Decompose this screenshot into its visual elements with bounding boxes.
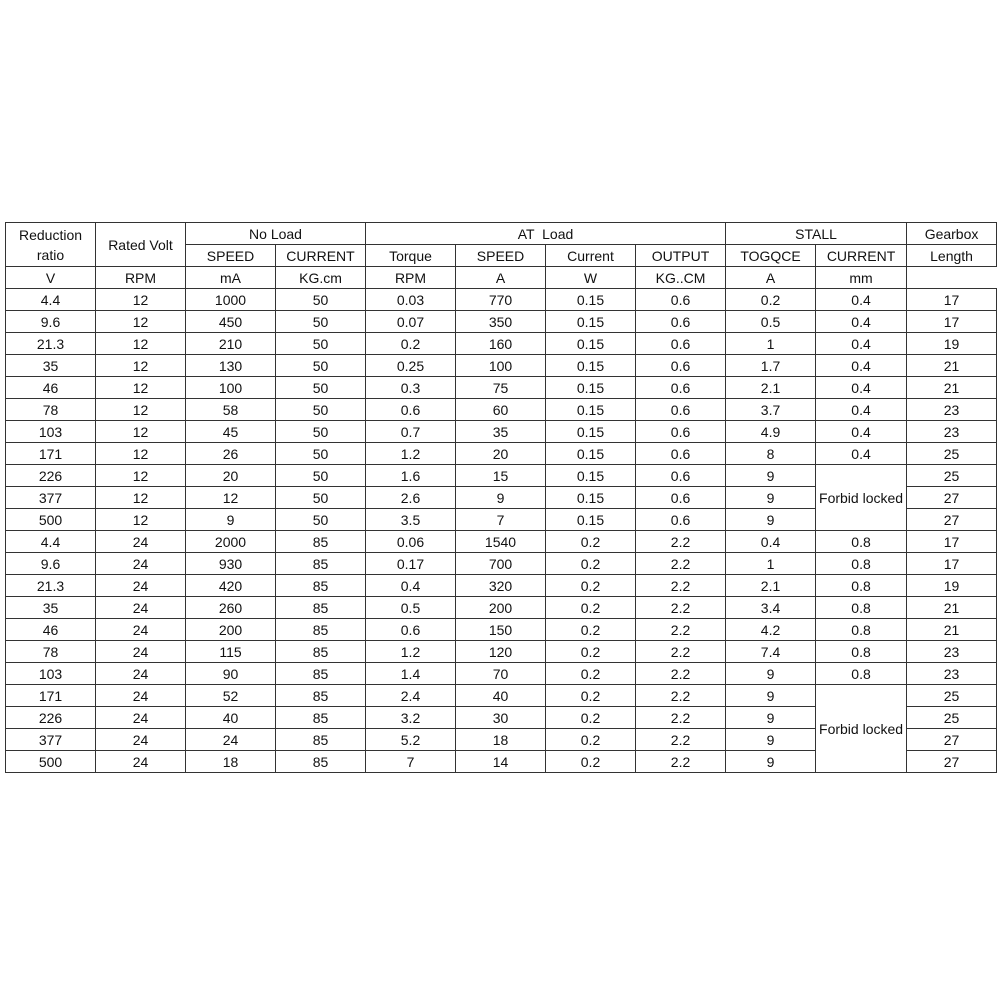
- cell-no-load-current: 85: [276, 531, 366, 553]
- cell-no-load-current: 85: [276, 619, 366, 641]
- cell-stall-torque: 9: [726, 465, 816, 487]
- table-row: [6, 443, 997, 465]
- cell-stall-torque: 2.1: [726, 575, 816, 597]
- cell-at-load-torque: 2.6: [366, 487, 456, 509]
- header-gearbox-length: Length: [907, 245, 997, 267]
- cell-stall-torque: 2.1: [726, 377, 816, 399]
- cell-stall-torque: 7.4: [726, 641, 816, 663]
- cell-at-load-output: 2.2: [636, 641, 726, 663]
- cell-gearbox-length: 25: [907, 465, 997, 487]
- unit-stall-torque: KG..CM: [636, 267, 726, 289]
- cell-reduction-ratio: 500: [6, 509, 96, 531]
- cell-at-load-output: 0.6: [636, 421, 726, 443]
- cell-gearbox-length: 25: [907, 685, 997, 707]
- unit-no-load-speed: RPM: [96, 267, 186, 289]
- cell-stall-current: 0.4: [816, 399, 907, 421]
- header-rated-volt: Rated Volt: [96, 223, 186, 267]
- cell-at-load-speed: 120: [456, 641, 546, 663]
- cell-no-load-current: 85: [276, 751, 366, 773]
- cell-at-load-speed: 75: [456, 377, 546, 399]
- table-header: [6, 223, 997, 289]
- cell-at-load-speed: 60: [456, 399, 546, 421]
- cell-at-load-output: 0.6: [636, 355, 726, 377]
- cell-at-load-torque: 0.17: [366, 553, 456, 575]
- cell-stall-torque: 9: [726, 729, 816, 751]
- cell-reduction-ratio: 4.4: [6, 289, 96, 311]
- cell-at-load-current: 0.15: [546, 311, 636, 333]
- cell-at-load-speed: 160: [456, 333, 546, 355]
- forbid-locked-cell: Forbid locked: [816, 685, 907, 773]
- unit-at-load-torque: KG.cm: [276, 267, 366, 289]
- table-row: [6, 619, 997, 641]
- unit-at-load-output: W: [546, 267, 636, 289]
- cell-stall-current: 0.8: [816, 663, 907, 685]
- cell-gearbox-length: 21: [907, 377, 997, 399]
- cell-at-load-speed: 9: [456, 487, 546, 509]
- header-at-load: AT Load: [366, 223, 726, 245]
- cell-at-load-current: 0.2: [546, 575, 636, 597]
- cell-rated-volt: 24: [96, 729, 186, 751]
- cell-stall-torque: 3.4: [726, 597, 816, 619]
- forbid-locked-cell: Forbid locked: [816, 465, 907, 531]
- cell-rated-volt: 24: [96, 575, 186, 597]
- cell-reduction-ratio: 171: [6, 685, 96, 707]
- cell-no-load-current: 50: [276, 421, 366, 443]
- cell-at-load-torque: 1.2: [366, 443, 456, 465]
- cell-at-load-torque: 5.2: [366, 729, 456, 751]
- cell-at-load-torque: 0.25: [366, 355, 456, 377]
- table-row: [6, 421, 997, 443]
- unit-at-load-current: A: [456, 267, 546, 289]
- cell-stall-torque: 0.4: [726, 531, 816, 553]
- cell-at-load-torque: 0.07: [366, 311, 456, 333]
- table-row: [6, 465, 997, 487]
- cell-rated-volt: 12: [96, 443, 186, 465]
- cell-at-load-current: 0.15: [546, 509, 636, 531]
- cell-at-load-current: 0.15: [546, 333, 636, 355]
- cell-at-load-output: 2.2: [636, 531, 726, 553]
- cell-at-load-current: 0.15: [546, 443, 636, 465]
- header-no-load-speed: SPEED: [186, 245, 276, 267]
- cell-at-load-speed: 18: [456, 729, 546, 751]
- cell-no-load-speed: 58: [186, 399, 276, 421]
- cell-at-load-current: 0.2: [546, 641, 636, 663]
- cell-at-load-current: 0.2: [546, 729, 636, 751]
- cell-at-load-output: 2.2: [636, 729, 726, 751]
- cell-reduction-ratio: 21.3: [6, 333, 96, 355]
- cell-at-load-speed: 100: [456, 355, 546, 377]
- cell-stall-torque: 1: [726, 333, 816, 355]
- cell-stall-torque: 8: [726, 443, 816, 465]
- cell-at-load-speed: 1540: [456, 531, 546, 553]
- cell-rated-volt: 24: [96, 531, 186, 553]
- cell-at-load-current: 0.15: [546, 355, 636, 377]
- cell-at-load-torque: 0.5: [366, 597, 456, 619]
- cell-no-load-current: 50: [276, 509, 366, 531]
- cell-at-load-torque: 0.3: [366, 377, 456, 399]
- header-at-load-output: OUTPUT: [636, 245, 726, 267]
- cell-reduction-ratio: 78: [6, 641, 96, 663]
- cell-at-load-output: 2.2: [636, 685, 726, 707]
- cell-at-load-torque: 0.2: [366, 333, 456, 355]
- unit-stall-current: A: [726, 267, 816, 289]
- cell-at-load-output: 2.2: [636, 553, 726, 575]
- table-row: [6, 663, 997, 685]
- header-no-load-current: CURRENT: [276, 245, 366, 267]
- cell-no-load-current: 85: [276, 641, 366, 663]
- cell-at-load-current: 0.15: [546, 421, 636, 443]
- cell-reduction-ratio: 103: [6, 421, 96, 443]
- cell-rated-volt: 12: [96, 487, 186, 509]
- cell-at-load-current: 0.2: [546, 597, 636, 619]
- header-at-load-current: Current: [546, 245, 636, 267]
- cell-at-load-current: 0.2: [546, 619, 636, 641]
- cell-rated-volt: 12: [96, 289, 186, 311]
- cell-rated-volt: 12: [96, 399, 186, 421]
- cell-no-load-speed: 1000: [186, 289, 276, 311]
- cell-gearbox-length: 25: [907, 707, 997, 729]
- cell-rated-volt: 24: [96, 597, 186, 619]
- cell-at-load-current: 0.15: [546, 377, 636, 399]
- cell-gearbox-length: 19: [907, 575, 997, 597]
- header-reduction-ratio: Reduction ratio: [6, 223, 96, 267]
- cell-at-load-speed: 30: [456, 707, 546, 729]
- cell-gearbox-length: 23: [907, 399, 997, 421]
- cell-stall-current: 0.8: [816, 531, 907, 553]
- cell-rated-volt: 12: [96, 421, 186, 443]
- cell-stall-current: 0.8: [816, 597, 907, 619]
- cell-no-load-speed: 18: [186, 751, 276, 773]
- cell-at-load-output: 0.6: [636, 333, 726, 355]
- cell-at-load-current: 0.2: [546, 663, 636, 685]
- cell-at-load-speed: 320: [456, 575, 546, 597]
- table-row: [6, 575, 997, 597]
- cell-stall-torque: 0.2: [726, 289, 816, 311]
- cell-stall-current: 0.4: [816, 333, 907, 355]
- cell-no-load-current: 85: [276, 707, 366, 729]
- cell-at-load-output: 0.6: [636, 377, 726, 399]
- cell-reduction-ratio: 78: [6, 399, 96, 421]
- cell-at-load-speed: 70: [456, 663, 546, 685]
- cell-stall-torque: 0.5: [726, 311, 816, 333]
- cell-no-load-current: 50: [276, 487, 366, 509]
- cell-rated-volt: 24: [96, 751, 186, 773]
- cell-stall-current: 0.4: [816, 289, 907, 311]
- cell-rated-volt: 24: [96, 707, 186, 729]
- cell-no-load-current: 85: [276, 663, 366, 685]
- cell-no-load-current: 85: [276, 597, 366, 619]
- cell-at-load-speed: 35: [456, 421, 546, 443]
- cell-gearbox-length: 17: [907, 531, 997, 553]
- cell-at-load-current: 0.2: [546, 685, 636, 707]
- cell-at-load-current: 0.15: [546, 399, 636, 421]
- cell-no-load-speed: 115: [186, 641, 276, 663]
- cell-gearbox-length: 21: [907, 619, 997, 641]
- cell-rated-volt: 24: [96, 663, 186, 685]
- cell-stall-torque: 9: [726, 685, 816, 707]
- cell-gearbox-length: 19: [907, 333, 997, 355]
- cell-stall-current: 0.4: [816, 421, 907, 443]
- cell-no-load-current: 85: [276, 553, 366, 575]
- cell-at-load-output: 2.2: [636, 751, 726, 773]
- cell-reduction-ratio: 35: [6, 597, 96, 619]
- cell-reduction-ratio: 4.4: [6, 531, 96, 553]
- cell-reduction-ratio: 21.3: [6, 575, 96, 597]
- cell-rated-volt: 12: [96, 311, 186, 333]
- cell-at-load-current: 0.2: [546, 531, 636, 553]
- cell-no-load-speed: 450: [186, 311, 276, 333]
- cell-no-load-current: 85: [276, 729, 366, 751]
- cell-gearbox-length: 23: [907, 641, 997, 663]
- cell-at-load-output: 2.2: [636, 707, 726, 729]
- cell-stall-current: 0.8: [816, 575, 907, 597]
- table-row: [6, 377, 997, 399]
- cell-gearbox-length: 27: [907, 487, 997, 509]
- cell-stall-current: 0.8: [816, 553, 907, 575]
- cell-at-load-output: 2.2: [636, 575, 726, 597]
- cell-gearbox-length: 23: [907, 421, 997, 443]
- cell-stall-current: 0.4: [816, 355, 907, 377]
- cell-no-load-speed: 130: [186, 355, 276, 377]
- cell-at-load-speed: 7: [456, 509, 546, 531]
- cell-stall-torque: 9: [726, 751, 816, 773]
- cell-gearbox-length: 21: [907, 597, 997, 619]
- cell-at-load-output: 2.2: [636, 663, 726, 685]
- cell-stall-torque: 9: [726, 707, 816, 729]
- cell-no-load-speed: 24: [186, 729, 276, 751]
- header-row-groups: [6, 223, 997, 245]
- header-stall-torque: TOGQCE: [726, 245, 816, 267]
- cell-reduction-ratio: 377: [6, 487, 96, 509]
- cell-no-load-speed: 12: [186, 487, 276, 509]
- cell-no-load-current: 50: [276, 311, 366, 333]
- cell-at-load-speed: 40: [456, 685, 546, 707]
- cell-at-load-current: 0.2: [546, 707, 636, 729]
- cell-at-load-output: 0.6: [636, 311, 726, 333]
- cell-reduction-ratio: 9.6: [6, 553, 96, 575]
- cell-reduction-ratio: 9.6: [6, 311, 96, 333]
- cell-no-load-speed: 930: [186, 553, 276, 575]
- cell-reduction-ratio: 377: [6, 729, 96, 751]
- cell-rated-volt: 12: [96, 509, 186, 531]
- cell-at-load-current: 0.2: [546, 553, 636, 575]
- cell-at-load-output: 0.6: [636, 399, 726, 421]
- cell-at-load-output: 2.2: [636, 597, 726, 619]
- cell-gearbox-length: 17: [907, 311, 997, 333]
- cell-no-load-current: 50: [276, 443, 366, 465]
- cell-at-load-torque: 1.4: [366, 663, 456, 685]
- cell-stall-current: 0.4: [816, 311, 907, 333]
- cell-at-load-output: 0.6: [636, 465, 726, 487]
- cell-no-load-current: 50: [276, 465, 366, 487]
- cell-stall-torque: 4.9: [726, 421, 816, 443]
- table-row: [6, 641, 997, 663]
- cell-no-load-speed: 20: [186, 465, 276, 487]
- cell-reduction-ratio: 46: [6, 377, 96, 399]
- table-body: [6, 289, 997, 773]
- unit-gearbox-length: mm: [816, 267, 907, 289]
- cell-no-load-current: 50: [276, 377, 366, 399]
- cell-rated-volt: 12: [96, 465, 186, 487]
- cell-no-load-speed: 210: [186, 333, 276, 355]
- cell-stall-torque: 9: [726, 509, 816, 531]
- cell-at-load-current: 0.15: [546, 487, 636, 509]
- cell-at-load-torque: 0.4: [366, 575, 456, 597]
- cell-stall-torque: 4.2: [726, 619, 816, 641]
- cell-at-load-output: 0.6: [636, 509, 726, 531]
- cell-no-load-speed: 9: [186, 509, 276, 531]
- table-row: [6, 597, 997, 619]
- cell-reduction-ratio: 46: [6, 619, 96, 641]
- table-row: [6, 355, 997, 377]
- unit-no-load-current: mA: [186, 267, 276, 289]
- cell-at-load-current: 0.2: [546, 751, 636, 773]
- cell-reduction-ratio: 226: [6, 707, 96, 729]
- cell-at-load-torque: 1.2: [366, 641, 456, 663]
- cell-no-load-speed: 26: [186, 443, 276, 465]
- cell-gearbox-length: 23: [907, 663, 997, 685]
- cell-at-load-speed: 350: [456, 311, 546, 333]
- cell-no-load-speed: 420: [186, 575, 276, 597]
- cell-at-load-speed: 15: [456, 465, 546, 487]
- header-at-load-torque: Torque: [366, 245, 456, 267]
- cell-at-load-torque: 2.4: [366, 685, 456, 707]
- cell-gearbox-length: 27: [907, 751, 997, 773]
- cell-no-load-current: 50: [276, 399, 366, 421]
- cell-stall-torque: 9: [726, 487, 816, 509]
- cell-no-load-speed: 200: [186, 619, 276, 641]
- cell-at-load-torque: 0.7: [366, 421, 456, 443]
- motor-spec-table: [5, 222, 997, 773]
- cell-no-load-current: 85: [276, 685, 366, 707]
- header-stall-current: CURRENT: [816, 245, 907, 267]
- cell-no-load-speed: 90: [186, 663, 276, 685]
- cell-at-load-speed: 700: [456, 553, 546, 575]
- header-stall: STALL: [726, 223, 907, 245]
- cell-at-load-speed: 770: [456, 289, 546, 311]
- cell-at-load-output: 0.6: [636, 289, 726, 311]
- cell-no-load-current: 50: [276, 355, 366, 377]
- cell-at-load-torque: 1.6: [366, 465, 456, 487]
- table-row: [6, 289, 997, 311]
- cell-at-load-torque: 7: [366, 751, 456, 773]
- cell-at-load-speed: 14: [456, 751, 546, 773]
- cell-stall-current: 0.8: [816, 641, 907, 663]
- unit-at-load-speed: RPM: [366, 267, 456, 289]
- cell-no-load-speed: 260: [186, 597, 276, 619]
- header-at-load-speed: SPEED: [456, 245, 546, 267]
- cell-at-load-speed: 20: [456, 443, 546, 465]
- cell-gearbox-length: 17: [907, 289, 997, 311]
- unit-volt: V: [6, 267, 96, 289]
- cell-stall-current: 0.8: [816, 619, 907, 641]
- cell-stall-current: 0.4: [816, 443, 907, 465]
- cell-rated-volt: 24: [96, 619, 186, 641]
- cell-rated-volt: 12: [96, 333, 186, 355]
- cell-rated-volt: 24: [96, 641, 186, 663]
- cell-reduction-ratio: 500: [6, 751, 96, 773]
- table-row: [6, 311, 997, 333]
- cell-at-load-output: 0.6: [636, 487, 726, 509]
- cell-rated-volt: 24: [96, 553, 186, 575]
- cell-stall-torque: 1: [726, 553, 816, 575]
- cell-at-load-speed: 150: [456, 619, 546, 641]
- cell-stall-torque: 3.7: [726, 399, 816, 421]
- cell-at-load-current: 0.15: [546, 465, 636, 487]
- cell-at-load-torque: 0.6: [366, 619, 456, 641]
- table-row: [6, 531, 997, 553]
- header-no-load: No Load: [186, 223, 366, 245]
- cell-no-load-current: 50: [276, 289, 366, 311]
- cell-gearbox-length: 27: [907, 509, 997, 531]
- cell-stall-torque: 1.7: [726, 355, 816, 377]
- cell-at-load-current: 0.15: [546, 289, 636, 311]
- cell-rated-volt: 12: [96, 377, 186, 399]
- cell-at-load-torque: 0.03: [366, 289, 456, 311]
- header-row-units: [6, 267, 997, 289]
- cell-no-load-speed: 2000: [186, 531, 276, 553]
- table-row: [6, 333, 997, 355]
- cell-no-load-speed: 100: [186, 377, 276, 399]
- cell-reduction-ratio: 171: [6, 443, 96, 465]
- cell-gearbox-length: 25: [907, 443, 997, 465]
- cell-gearbox-length: 17: [907, 553, 997, 575]
- cell-no-load-speed: 40: [186, 707, 276, 729]
- cell-at-load-torque: 0.06: [366, 531, 456, 553]
- cell-reduction-ratio: 35: [6, 355, 96, 377]
- cell-rated-volt: 12: [96, 355, 186, 377]
- cell-gearbox-length: 21: [907, 355, 997, 377]
- cell-reduction-ratio: 226: [6, 465, 96, 487]
- cell-no-load-current: 85: [276, 575, 366, 597]
- cell-no-load-speed: 45: [186, 421, 276, 443]
- cell-rated-volt: 24: [96, 685, 186, 707]
- cell-at-load-torque: 0.6: [366, 399, 456, 421]
- cell-at-load-output: 2.2: [636, 619, 726, 641]
- table-row: [6, 399, 997, 421]
- cell-no-load-speed: 52: [186, 685, 276, 707]
- cell-stall-torque: 9: [726, 663, 816, 685]
- header-gearbox: Gearbox: [907, 223, 997, 245]
- cell-reduction-ratio: 103: [6, 663, 96, 685]
- cell-gearbox-length: 27: [907, 729, 997, 751]
- cell-stall-current: 0.4: [816, 377, 907, 399]
- table-row: [6, 553, 997, 575]
- cell-no-load-current: 50: [276, 333, 366, 355]
- cell-at-load-torque: 3.5: [366, 509, 456, 531]
- cell-at-load-torque: 3.2: [366, 707, 456, 729]
- cell-at-load-output: 0.6: [636, 443, 726, 465]
- table-row: [6, 685, 997, 707]
- cell-at-load-speed: 200: [456, 597, 546, 619]
